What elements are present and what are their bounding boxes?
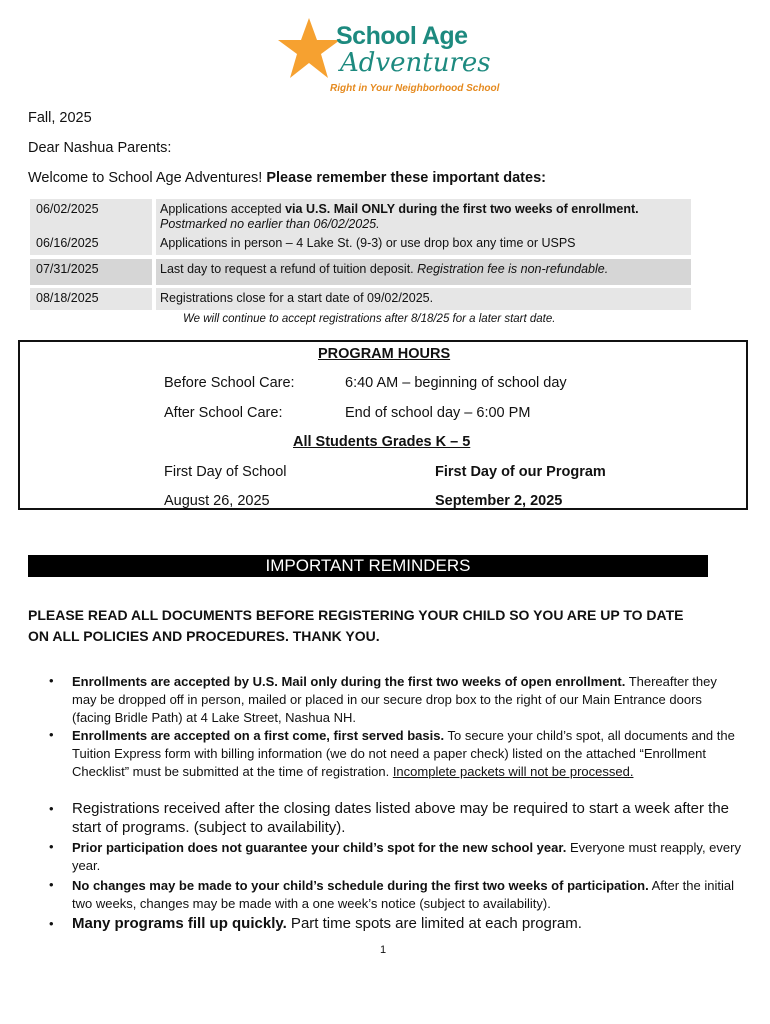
list-item: Registrations received after the closing dates listed above may be required to start a week after the start of programs. (subject to availability). (72, 800, 730, 836)
logo-tagline: Right in Your Neighborhood School (330, 83, 500, 94)
welcome-line (28, 170, 546, 186)
list-item: Enrollments are accepted by U.S. Mail only during the first two weeks of open enrollment. Thereafter they may be dropped off in person, mailed or placed in our secure drop box to the right of our Main Entrance doors (facing Bridle Path) at 4 Lake Street, Nashua NH. (72, 674, 717, 725)
bullet-icon: • (49, 839, 54, 854)
first-day-school-date: August 26, 2025 (164, 493, 270, 509)
date-description: Applications accepted via U.S. Mail ONLY during the first two weeks of enrollment. Postmarked no earlier than 06/02/2025. (160, 202, 639, 231)
list-item: No changes may be made to your child’s schedule during the first two weeks of participation. After the initial two weeks, changes may be made with a one week’s notice (subject to availability). (72, 878, 734, 911)
after-care-value: End of school day – 6:00 PM (345, 405, 531, 421)
date-description: Applications in person – 4 Lake St. (9-3) or use drop box any time or USPS (160, 236, 576, 250)
bullet-icon: • (49, 916, 54, 931)
star-icon (276, 16, 342, 82)
before-care-value: 6:40 AM – beginning of school day (345, 375, 567, 391)
after-care-label: After School Care: (164, 405, 283, 421)
letter-season: Fall, 2025 (28, 110, 92, 126)
welcome-bold: Please remember these important dates: (266, 170, 546, 186)
bullet-icon: • (49, 727, 54, 742)
date-description: Last day to request a refund of tuition deposit. Registration fee is non-refundable. (160, 262, 609, 276)
grades-heading: All Students Grades K – 5 (293, 434, 471, 450)
bullet-icon: • (49, 877, 54, 892)
bullet-icon: • (49, 801, 54, 816)
notice-line-2: ON ALL POLICIES AND PROCEDURES. THANK YOU. (28, 628, 380, 644)
logo-script: Adventures (340, 48, 491, 78)
first-day-program-date: September 2, 2025 (435, 493, 563, 509)
bullet-icon: • (49, 673, 54, 688)
page-number: 1 (380, 944, 387, 956)
date-description: Registrations close for a start date of 09/02/2025. (160, 291, 434, 305)
list-item: Enrollments are accepted on a first come, first served basis. To secure your child’s spot, all documents and the Tuition Express form with billing information (we do not need a paper check) listed on the attached “Enrollment Checklist” must be submitted at the time of registration. Incomplete packets will not be processed. (72, 728, 735, 779)
letter-greeting: Dear Nashua Parents: (28, 140, 172, 156)
first-day-school-label: First Day of School (164, 464, 287, 480)
late-registration-note: We will continue to accept registrations after 8/18/25 for a later start date. (183, 313, 556, 325)
date-cell: 08/18/2025 (36, 291, 99, 305)
date-cell: 07/31/2025 (36, 262, 99, 276)
date-cell: 06/02/2025 (36, 202, 99, 216)
logo-title: School Age (336, 22, 468, 50)
program-hours-title: PROGRAM HOURS (318, 346, 451, 362)
important-reminders-heading: IMPORTANT REMINDERS (28, 555, 708, 577)
notice-line-1: PLEASE READ ALL DOCUMENTS BEFORE REGISTERING YOUR CHILD SO YOU ARE UP TO DATE (28, 607, 684, 623)
program-hours-box (18, 340, 748, 510)
list-item: Many programs fill up quickly. Part time spots are limited at each program. (72, 915, 582, 932)
first-day-program-label: First Day of our Program (435, 464, 606, 480)
list-item: Prior participation does not guarantee your child’s spot for the new school year. Everyone must reapply, every year. (72, 840, 741, 873)
before-care-label: Before School Care: (164, 375, 295, 391)
welcome-plain: Welcome to School Age Adventures! (28, 170, 267, 186)
date-cell: 06/16/2025 (36, 236, 99, 250)
